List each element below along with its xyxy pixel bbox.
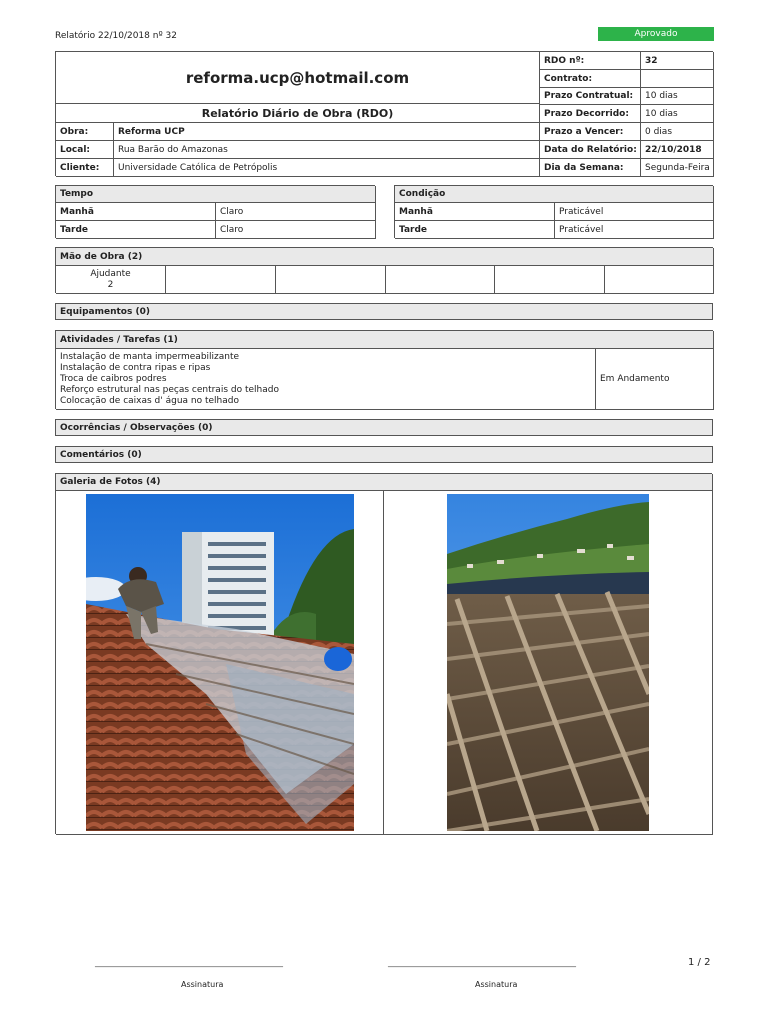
activities-list [56,349,596,410]
tempo-tarde-label: Tarde [56,221,216,239]
obra-value: Reforma UCP [114,123,540,141]
document-title: Relatório Diário de Obra (RDO) [56,104,540,123]
activity-item: Troca de caibros podres [60,373,167,384]
activity-item: Instalação de manta impermeabilizante [60,351,240,362]
summary-label: Dia da Semana: [540,159,641,177]
roof-photo-1-image [86,494,354,831]
condicao-tarde-value: Praticável [555,221,714,239]
equipamentos-title: Equipamentos (0) [55,303,713,320]
condicao-tarde-label: Tarde [395,221,555,239]
mao-de-obra-title: Mão de Obra (2) [56,248,714,266]
signature-label-right: Assinatura [475,980,518,989]
summary-label: Data do Relatório: [540,141,641,159]
company-email[interactable]: reforma.ucp@hotmail.com [56,52,540,104]
activity-status: Em Andamento [596,349,714,410]
tempo-manha-label: Manhã [56,203,216,221]
condicao-manha-label: Manhã [395,203,555,221]
local-label: Local: [56,141,114,159]
atividades-title: Atividades / Tarefas (1) [56,331,714,349]
signature-line-left: _______________________________________________ [95,958,283,967]
activity-item: Reforço estrutural nas peças centrais do telhado [60,384,279,395]
summary-value: 22/10/2018 [641,141,714,159]
signature-line-right: _______________________________________________ [388,958,576,967]
galeria-title: Galeria de Fotos (4) [56,474,713,491]
summary-value: 10 dias [641,105,714,123]
summary-value: 32 [641,52,714,70]
tempo-table [55,185,375,238]
summary-value: 0 dias [641,123,714,141]
mao-de-obra-table [55,247,713,293]
labor-empty-cell [166,266,276,294]
status-badge: Aprovado [598,27,714,41]
condicao-title: Condição [395,186,714,203]
cliente-label: Cliente: [56,159,114,177]
summary-value [641,70,714,88]
report-header: Relatório 22/10/2018 nº 32 [55,31,177,41]
summary-label: Prazo Contratual: [540,88,641,105]
page-number: 1 / 2 [688,957,711,968]
labor-role: Ajudante [90,268,131,279]
summary-label: RDO nº: [540,52,641,70]
summary-label: Prazo Decorrido: [540,105,641,123]
tempo-title: Tempo [56,186,376,203]
activity-item: Instalação de contra ripas e ripas [60,362,211,373]
report-header-block [55,51,713,176]
obra-label: Obra: [56,123,114,141]
summary-value: Segunda-Feira [641,159,714,177]
roof-photo-1[interactable] [86,494,354,831]
labor-empty-cell [276,266,386,294]
summary-label: Contrato: [540,70,641,88]
comentarios-title: Comentários (0) [55,446,713,463]
cliente-value: Universidade Católica de Petrópolis [114,159,540,177]
tempo-tarde-value: Claro [216,221,376,239]
roof-photo-2[interactable] [447,494,649,831]
summary-label: Prazo a Vencer: [540,123,641,141]
labor-empty-cell [386,266,495,294]
signature-label-left: Assinatura [181,980,224,989]
labor-empty-cell [495,266,605,294]
atividades-table [55,330,713,409]
local-value: Rua Barão do Amazonas [114,141,540,159]
condicao-table [394,185,713,238]
activity-item: Colocação de caixas d' água no telhado [60,395,239,406]
ocorrencias-title: Ocorrências / Observações (0) [55,419,713,436]
labor-count: 2 [107,279,114,290]
condicao-manha-value: Praticável [555,203,714,221]
roof-photo-2-image [447,494,649,831]
galeria-table [55,473,712,834]
summary-value: 10 dias [641,88,714,105]
labor-empty-cell [605,266,714,294]
tempo-manha-value: Claro [216,203,376,221]
labor-cell [56,266,166,294]
